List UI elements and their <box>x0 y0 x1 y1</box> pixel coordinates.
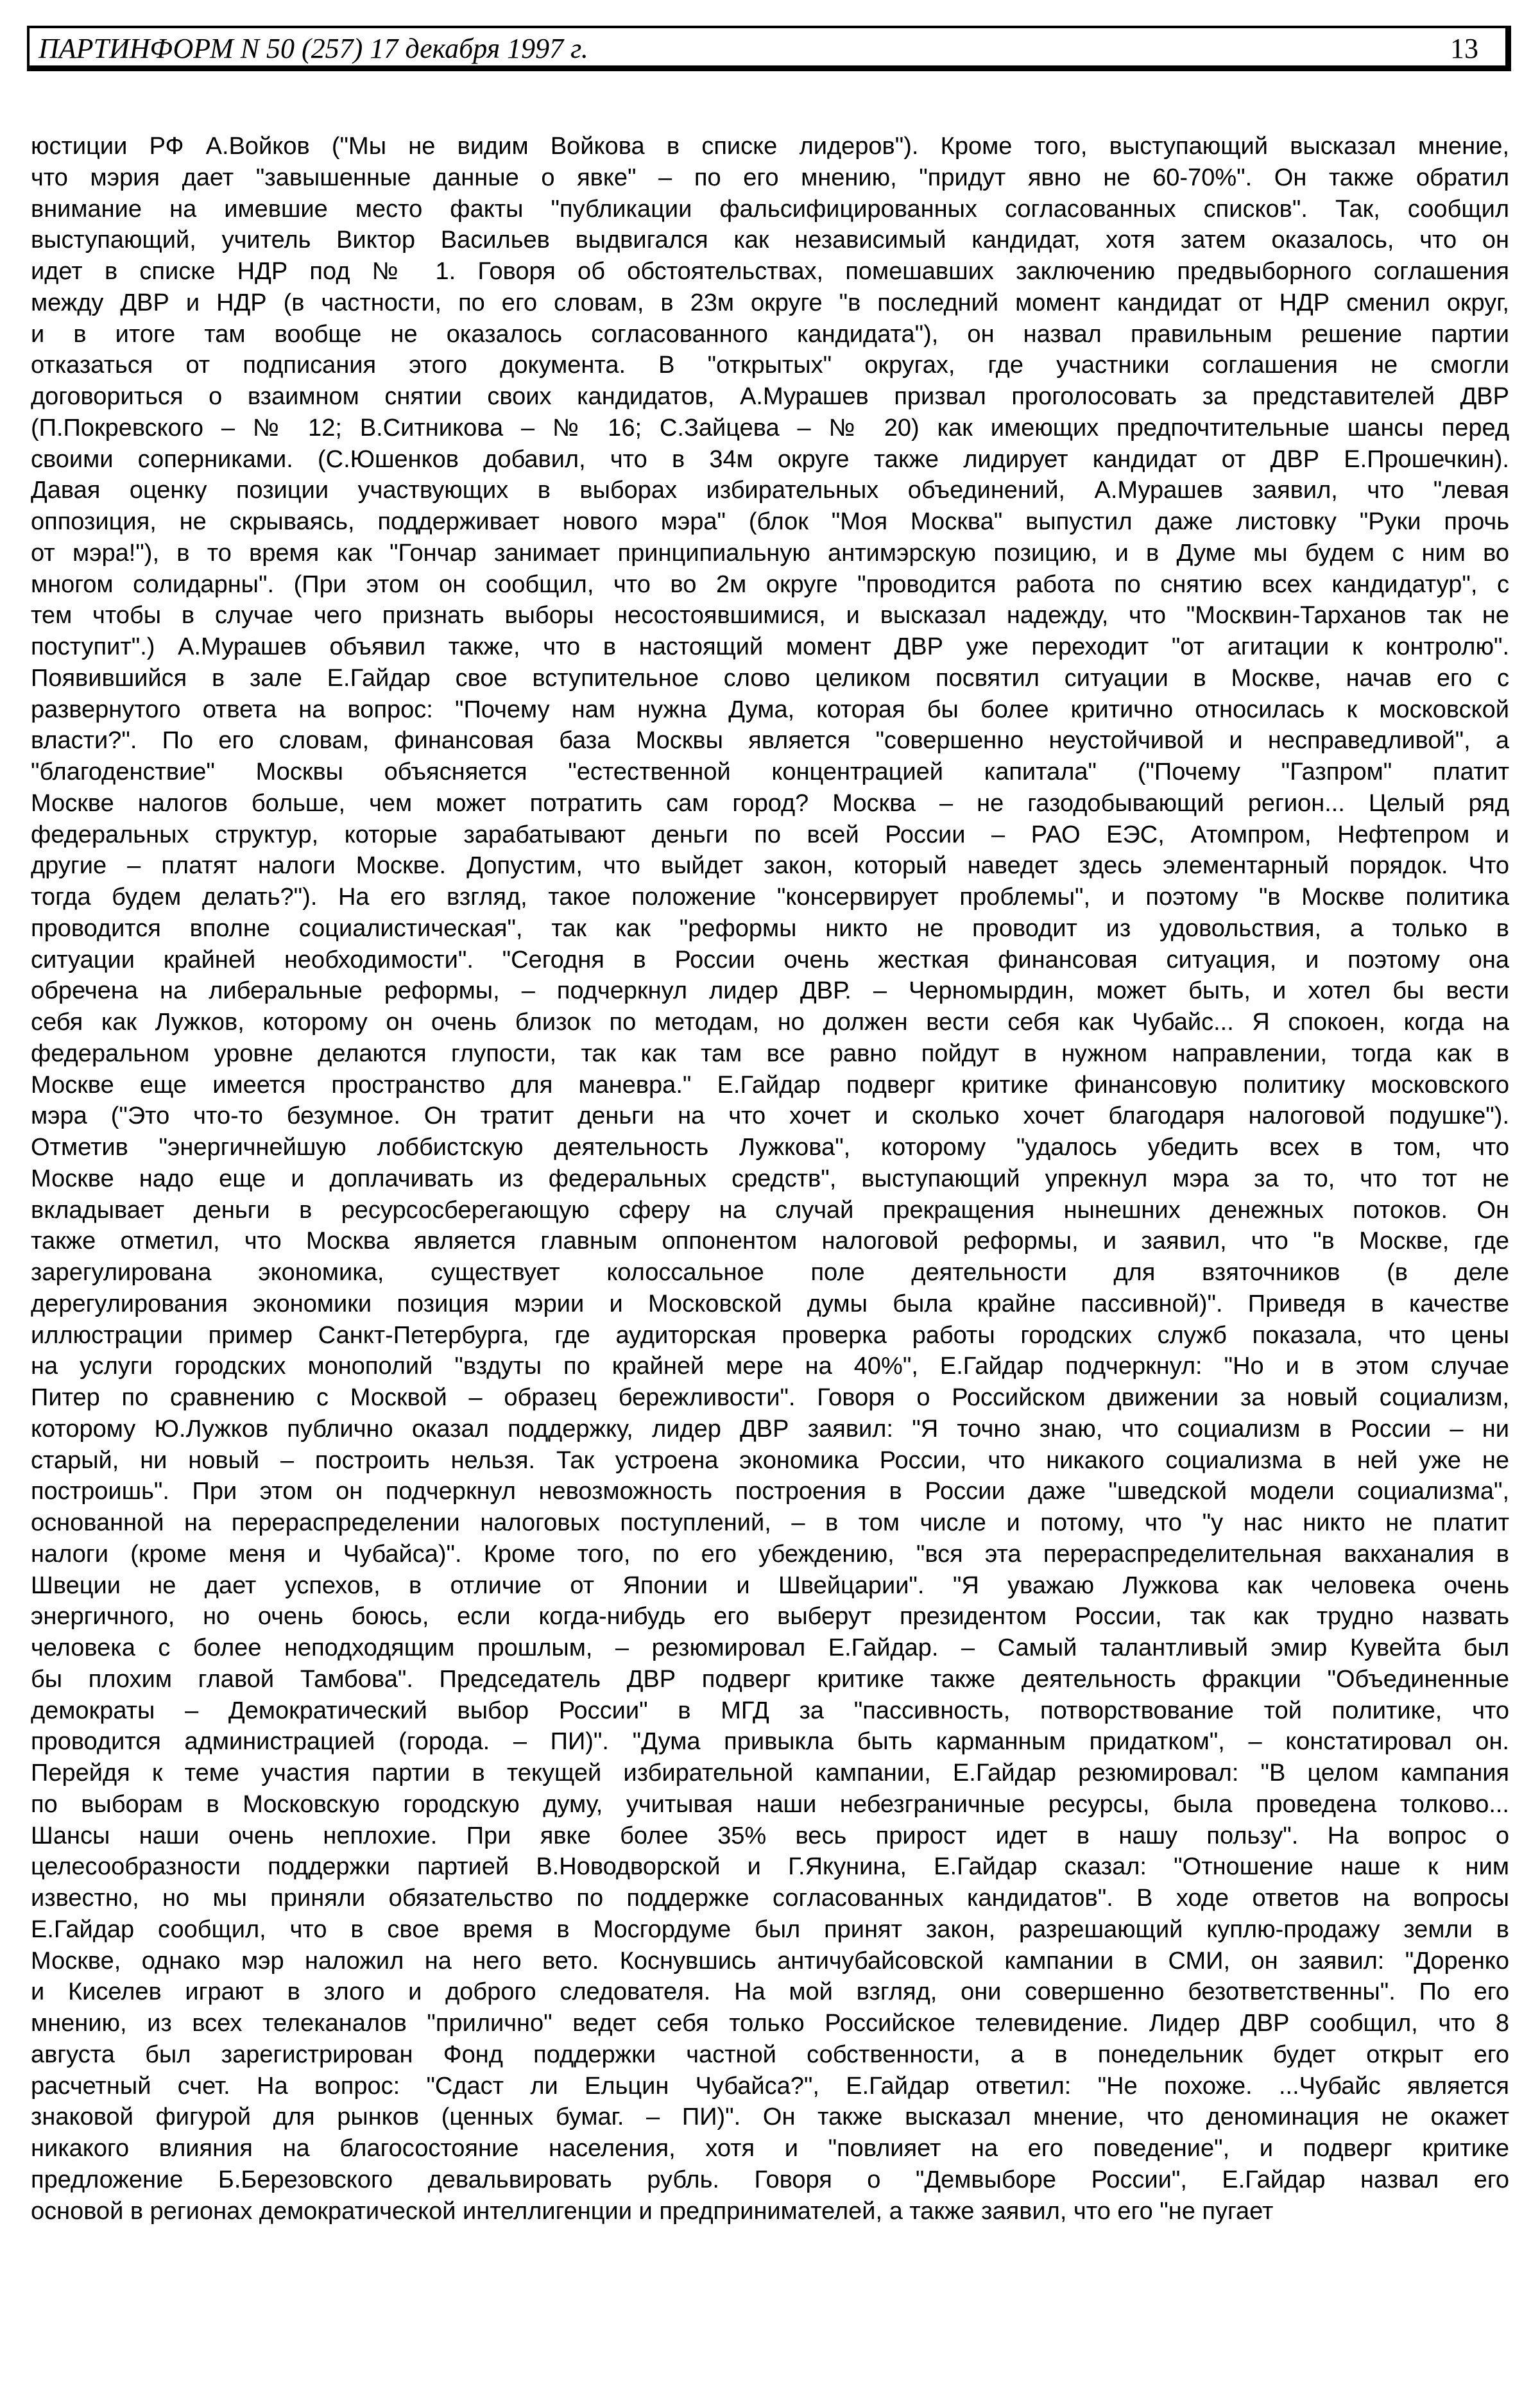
article-line: предложение Б.Березовского девальвировать рубль. Говоря о "Демвыборе России", Е.Гайдар назвал его <box>31 2166 1509 2193</box>
article-line: также отметил, что Москва является главным оппонентом налоговой реформы, и заявил, что "в Москве, где <box>31 1228 1509 1255</box>
article-line: Москве налогов больше, чем может потратить сам город? Москва – не газодобывающий регион... Целый ряд <box>31 789 1509 817</box>
article-line: энергичного, но очень боюсь, если когда-нибудь его выберут президентом России, так как трудно назвать <box>31 1603 1509 1631</box>
article-line: и в итоге там вообще не оказалось согласованного кандидата"), он назвал правильным решение партии <box>31 320 1509 348</box>
article-line: вкладывает деньги в ресурсосберегающую сферу на случай прекращения нынешних денежных потоков. Он <box>31 1196 1509 1224</box>
article-line: целесообразности поддержки партией В.Новодворской и Г.Якунина, Е.Гайдар сказал: "Отношение наше к ним <box>31 1853 1509 1881</box>
article-line: тем чтобы в случае чего признать выборы несостоявшимися, и высказал надежду, что "Москвин-Тарханов так не <box>31 602 1509 630</box>
newsletter-header <box>27 26 1511 71</box>
article-line: поступит".) А.Мурашев объявил также, что в настоящий момент ДВР уже переходит "от агитации к контролю". <box>31 633 1509 660</box>
article-line: человека с более неподходящим прошлым, – резюмировал Е.Гайдар. – Самый талантливый эмир Кувейта был <box>31 1634 1509 1661</box>
article-line: своими соперниками. (С.Юшенков добавил, что в 34м округе также лидирует кандидат от ДВР Е.Прошечкин). <box>31 445 1509 473</box>
article-line: мэра ("Это что-то безумное. Он тратит деньги на что хочет и сколько хочет благодаря налоговой подушке"). <box>31 1102 1509 1130</box>
article-line: расчетный счет. На вопрос: "Сдаст ли Ельцин Чубайса?", Е.Гайдар ответил: "Не похоже. ...Чубайс является <box>31 2072 1509 2100</box>
article-line: Москве надо еще и доплачивать из федеральных средств", выступающий упрекнул мэра за то, что тот не <box>31 1165 1509 1192</box>
article-line: никакого влияния на благосостояние населения, хотя и "повлияет на его поведение", и подверг критике <box>31 2135 1509 2162</box>
article-line: по выборам в Московскую городскую думу, учитывая наши небезграничные ресурсы, была проведена толково... <box>31 1790 1509 1818</box>
article-line: которому Ю.Лужков публично оказал поддержку, лидер ДВР заявил: "Я точно знаю, что социализм в России – ни <box>31 1415 1509 1443</box>
article-line: идет в списке НДР под № 1. Говоря об обстоятельствах, помешавших заключению предвыборного соглашения <box>31 258 1509 285</box>
article-line: Е.Гайдар сообщил, что в свое время в Мосгордуме был принят закон, разрешающий куплю-продажу земли в <box>31 1915 1509 1943</box>
article-line: от мэра!"), в то время как "Гончар занимает принципиальную антимэрскую позицию, и в Думе мы будем с ним во <box>31 539 1509 567</box>
article-line: что мэрия дает "завышенные данные о явке" – по его мнению, "придут явно не 60-70%". Он также обратил <box>31 164 1509 191</box>
article-line: построишь". При этом он подчеркнул невозможность построения в России даже "шведской модели социализма", <box>31 1478 1509 1505</box>
article-line: договориться о взаимном снятии своих кандидатов, А.Мурашев призвал проголосовать за представителей ДВР <box>31 383 1509 410</box>
article-line: известно, но мы приняли обязательство по поддержке согласованных кандидатов". В ходе ответов на вопросы <box>31 1885 1509 1912</box>
article-line: иллюстрации пример Санкт-Петербурга, где аудиторская проверка работы городских служб показала, что цены <box>31 1321 1509 1349</box>
article-line: ситуации крайней необходимости". "Сегодня в России очень жесткая финансовая ситуация, и поэтому она <box>31 946 1509 973</box>
article-line: оппозиция, не скрываясь, поддерживает нового мэра" (блок "Моя Москва" выпустил даже листовку "Руки прочь <box>31 508 1509 535</box>
article-line: власти?". По его словам, финансовая база Москвы является "совершенно неустойчивой и несправедливой", а <box>31 727 1509 755</box>
article-line: Давая оценку позиции участвующих в выборах избирательных объединений, А.Мурашев заявил, что "левая <box>31 477 1509 504</box>
article-line: Питер по сравнению с Москвой – образец бережливости". Говоря о Российском движении за новый социализм, <box>31 1384 1509 1411</box>
article-line: дерегулирования экономики позиция мэрии и Московской думы была крайне пассивной)". Приведя в качестве <box>31 1290 1509 1317</box>
article-line: проводится администрацией (города. – ПИ)". "Дума привыкла быть карманным придатком", – констатировал он. <box>31 1728 1509 1756</box>
article-line: развернутого ответа на вопрос: "Почему нам нужна Дума, которая бы более критично относилась к московской <box>31 696 1509 723</box>
article-line: основанной на перераспределении налоговых поступлений, – в том числе и потому, что "у нас никто не платит <box>31 1509 1509 1536</box>
article-line: себя как Лужков, которому он очень близок по методам, но должен вести себя как Чубайс... Я спокоен, когда на <box>31 1009 1509 1036</box>
article-line: Отметив "энергичнейшую лоббистскую деятельность Лужкова", которому "удалось убедить всех в том, что <box>31 1134 1509 1161</box>
article-line: федеральных структур, которые зарабатывают деньги по всей России – РАО ЕЭС, Атомпром, Нефтепром и <box>31 821 1509 848</box>
newsletter-title: ПАРТИНФОРМ N 50 (257) 17 декабря 1997 г. <box>38 33 588 64</box>
article-line: между ДВР и НДР (в частности, по его словам, в 23м округе "в последний момент кандидат от НДР сменил округ, <box>31 289 1509 316</box>
article-line: демократы – Демократический выбор России" в МГД за "пассивность, потворствование той политике, что <box>31 1697 1509 1724</box>
article-line: бы плохим главой Тамбова". Председатель ДВР подверг критике также деятельность фракции "Объединенные <box>31 1665 1509 1693</box>
article-line: и Киселев играют в злого и доброго следователя. На мой взгляд, они совершенно безответственны". По его <box>31 1978 1509 2006</box>
article-line: выступающий, учитель Виктор Васильев выдвигался как независимый кандидат, хотя затем оказалось, что он <box>31 227 1509 254</box>
article-line: зарегулирована экономика, существует колоссальное поле деятельности для взяточников (в деле <box>31 1259 1509 1286</box>
article-line: августа был зарегистрирован Фонд поддержки частной собственности, а в понедельник будет открыт его <box>31 2041 1509 2068</box>
article-line: проводится вполне социалистическая", так как "реформы никто не проводит из удовольствия, а только в <box>31 914 1509 942</box>
article-line: Москве, однако мэр наложил на него вето. Коснувшись античубайсовской кампании в СМИ, он заявил: "Доренко <box>31 1947 1509 1975</box>
article-line: Шансы наши очень неплохие. При явке более 35% весь прирост идет в нашу пользу". На вопрос о <box>31 1822 1509 1849</box>
article-line: основой в регионах демократической интеллигенции и предпринимателей, а также заявил, что его "не пугает <box>31 2197 1274 2225</box>
article-line: многом солидарны". (При этом он сообщил, что во 2м округе "проводится работа по снятию всех кандидатур", с <box>31 570 1509 598</box>
article-line: "благоденствие" Москвы объясняется "естественной концентрацией капитала" ("Почему "Газпром" платит <box>31 758 1509 785</box>
article-line: другие – платят налоги Москве. Допустим, что выйдет закон, который наведет здесь элементарный порядок. Что <box>31 852 1509 880</box>
article-line: Перейдя к теме участия партии в текущей избирательной кампании, Е.Гайдар резюмировал: "В целом кампания <box>31 1760 1509 1786</box>
page-number: 13 <box>1450 33 1478 64</box>
article-body <box>31 131 1509 2227</box>
article-line: внимание на имевшие место факты "публикации фальсифицированных согласованных списков". Так, сообщил <box>31 195 1509 223</box>
article-line: федеральном уровне делаются глупости, так как там все равно пойдут в нужном направлении, тогда как в <box>31 1040 1509 1067</box>
article-line: старый, ни новый – построить нельзя. Так устроена экономика России, что никакого социализма в ней уже не <box>31 1446 1509 1474</box>
article-line: отказаться от подписания этого документа. В "открытых" округах, где участники соглашения не смогли <box>31 352 1509 379</box>
article-line: знаковой фигурой для рынков (ценных бумаг. – ПИ)". Он также высказал мнение, что деноминация не окажет <box>31 2104 1509 2131</box>
article-line: (П.Покревского – № 12; В.Ситникова – № 16; С.Зайцева – № 20) как имеющих предпочтительные шансы перед <box>31 414 1509 441</box>
article-line: Москве еще имеется пространство для маневра." Е.Гайдар подверг критике финансовую политику московского <box>31 1071 1509 1099</box>
article-line: налоги (кроме меня и Чубайса)". Кроме того, по его убеждению, "вся эта перераспределительная вакханалия в <box>31 1540 1509 1568</box>
article-line: Появившийся в зале Е.Гайдар свое вступительное слово целиком посвятил ситуации в Москве, начав его с <box>31 664 1509 692</box>
article-line: Швеции не дает успехов, в отличие от Японии и Швейцарии". "Я уважаю Лужкова как человека очень <box>31 1572 1509 1599</box>
article-line: обречена на либеральные реформы, – подчеркнул лидер ДВР. – Черномырдин, может быть, и хотел бы вести <box>31 977 1509 1005</box>
article-line: юстиции РФ А.Войков ("Мы не видим Войкова в списке лидеров"). Кроме того, выступающий высказал мнение, <box>31 133 1509 160</box>
article-line: мнению, из всех телеканалов "прилично" ведет себя только Российское телевидение. Лидер ДВР сообщил, что 8 <box>31 2010 1509 2037</box>
article-line: на услуги городских монополий "вздуты по крайней мере на 40%", Е.Гайдар подчеркнул: "Но и в этом случае <box>31 1353 1509 1380</box>
article-line: тогда будем делать?"). На его взгляд, такое положение "консервирует проблемы", и поэтому "в Москве политика <box>31 884 1509 911</box>
